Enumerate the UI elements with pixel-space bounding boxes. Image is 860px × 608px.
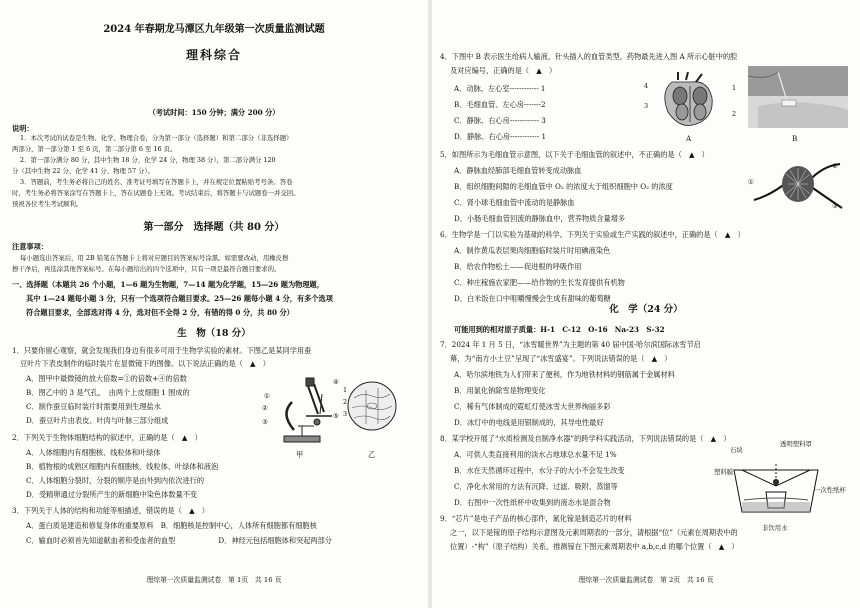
q3-option-cd: C．输血时必须首先知道献血者和受血者的血型 D．神经元包括细胞体和突起两部分: [26, 536, 332, 545]
atomic-mass-line: 可能用到的相对原子质量：H-1 C-12 O-16 Na-23 S-32: [454, 325, 665, 334]
q2-option-c: C．人体细胞分裂时，分裂的顺序是由外到内依次进行的: [26, 476, 205, 485]
note-line: 时，考生务必将答案涂写在答题卡上，答在试题卷上无效。考试结束后，将答题卡与试题卷一并交回。: [12, 189, 300, 197]
q9-stem: 位置）-“构”（原子结构）关系，推测镓在下图元素周期表中 a,b,c,d 的哪个位置（ ▲ ）: [450, 542, 739, 551]
q4-option-d: D．静脉、右心房------------ 1: [454, 132, 547, 141]
q8-stem: 8．某学校开展了“水质检测及自制净水器”的跨学科实践活动，下列说法错误的是（ ▲ ）: [440, 434, 731, 443]
notes-heading: 说明：: [12, 124, 34, 133]
page-footer: 理综第一次质量监测试卷 第 2页 共 16 页: [578, 576, 714, 584]
chemistry-title: 化 学（24 分）: [609, 304, 683, 315]
q8-option-b: B．水在天然循环过程中，水分子的大小不会发生改变: [454, 466, 625, 475]
q9-stem: 9．“芯片”是电子产品的核心部件，氮化镓是制造芯片的材料: [440, 514, 632, 523]
biology-title: 生 物（18 分）: [177, 328, 251, 339]
q5-stem: 5．如图所示为毛细血管示意图，以下关于毛细血管的叙述中，不正确的是（ ▲ ）: [440, 150, 709, 159]
page-1: [0, 0, 428, 608]
q1-stem: 豆叶片下表皮制作的临时装片在显微镜下的图像。以下说法正确的是（ ▲ ）: [20, 359, 270, 368]
part1-title: 第一部分 选择题（共 80 分）: [143, 222, 285, 233]
fig-label: 1: [343, 386, 348, 394]
q4-stem: 4．下图中 B 表示医生给病人输液，针头插入的血管类型，药物最先进入图 A 所示心脏中的腔: [440, 52, 738, 61]
page-2: [432, 0, 860, 608]
caution-line: 每小题选出答案后，用 2B 铅笔在答题卡上将对应题目的答案标号涂黑。如需要改动，用橡皮擦: [20, 254, 289, 262]
q3-stem: 3．下列关于人体的结构和功能等相描述，错误的是（ ▲ ）: [12, 506, 209, 515]
fig-label-jia: 甲: [296, 450, 304, 459]
fig-label: ④: [333, 378, 339, 386]
mc-intro-line: 符合题目要求，全部选对得 4 分，选对但不全得 2 分，有错的得 0 分，共 80 分）: [26, 308, 294, 317]
mc-intro-line: 一、选择题（本题共 26 个小题，1—6 题为生物题，7—14 题为化学题，15—26 题为物理题，: [12, 280, 324, 289]
fig-label: 4: [644, 82, 649, 90]
fig-label: 石块: [730, 446, 743, 454]
q8-option-c: C．净化水常用的方法有沉降、过滤、吸附、蒸馏等: [454, 482, 618, 491]
fig-label: 3: [343, 410, 348, 418]
note-line: 2．第一部分满分 80 分，其中生物 18 分，化学 24 分，物理 38 分），第二部分满分 120: [20, 156, 276, 164]
q2-option-d: D．受精卵通过分裂所产生的新细胞中染色体数量不变: [26, 490, 198, 499]
q1-option-b: B．图乙中的 3 是气孔， 由两个上皮细胞 1 围成的: [26, 388, 190, 397]
q6-option-d: D．白米饭在口中咀嚼慢慢会生成有甜味的葡萄糖: [454, 294, 611, 303]
q2-stem: 2．下列关于生物体细胞结构的叙述中，正确的是（ ▲ ）: [12, 433, 202, 442]
fig-label: ⑤: [333, 412, 339, 420]
q9-stem: 之一，以下是镓的原子结构示意图及元素周期表的一部分，请根据“位”（元素在周期表中的: [450, 528, 738, 537]
infusion-photo: [748, 66, 848, 128]
q5-option-c: C．肾小球毛细血管中流动的是静脉血: [454, 198, 575, 207]
q7-option-d: D．冰灯中的电线是用银制成的，其导电性最好: [454, 418, 604, 427]
note-line: 1．本次考试的试卷是生物、化学、物理合卷，分为第一部分（选择题）和第二部分（非选择题）: [20, 134, 293, 142]
q8-option-d: D．右图中一次性纸杯中收集到的液态水是混合物: [454, 498, 611, 507]
q6-option-c: C．种庄稼施农家肥——给作物的生长发育提供有机物: [454, 278, 625, 287]
fig-label: ①: [748, 178, 754, 186]
q7-stem: 7．2024 年 1 月 5 日，“冰雪暖世界”为主题的第 40 届中国·哈尔滨国际冰雪节启: [440, 340, 701, 349]
fig-label: ③: [832, 202, 838, 210]
fig-label: ①: [264, 392, 270, 400]
fig-label: 3: [644, 102, 649, 110]
q5-option-b: B．组织细胞间隙的毛细血管中 O₂ 的浓度大于组织细胞中 O₂ 的浓度: [454, 182, 673, 191]
q6-option-b: B．给农作物松土——促进根的呼吸作用: [454, 262, 582, 271]
fig-label: ②: [262, 404, 268, 412]
fig-label: 2: [343, 398, 348, 406]
water-purifier-figure: [714, 452, 838, 518]
exam-title: 2024 年春期龙马潭区九年级第一次质量监测试题: [103, 24, 325, 35]
fig-label-b: B: [792, 134, 798, 143]
q1-option-a: A．图甲中最微镜的放大倍数=①的倍数+④的倍数: [26, 374, 187, 383]
mc-intro-line: 其中 1—24 题每小题 3 分，只有一个选项符合题目要求。25—26 题每小题 4 分，有多个选项: [26, 294, 333, 303]
note-line: 3．答题前，考生务必将自己的姓名、准考证号填写在答题卡上，并在规定位置粘贴考号条。答卷: [20, 178, 293, 186]
caution-line: 擦干净后，再选涂其他答案标号。在每小题给出的四个选项中，只有一项是最符合题目要求的。: [12, 265, 281, 273]
note-line: 分（其中生物 22 分、化学 41 分、物理 57 分）。: [12, 167, 155, 175]
q7-stem: 幕，为“南方小土豆”呈现了“冰雪盛宴”。下列说法错误的是（ ▲ ）: [450, 354, 672, 363]
q6-stem: 6．生物学是一门以实验为基础的科学。下列关于实验或生产实践的叙述中，正确的是（ ▲ ）: [440, 230, 745, 239]
q5-option-a: A．静脉血经肺部毛细血管转变成动脉血: [454, 166, 582, 175]
q7-option-b: B．用氯化钠除雪是物理变化: [454, 386, 546, 395]
fig-label: 1: [732, 84, 737, 92]
exam-info: （考试时间：150 分钟；满分 200 分）: [148, 108, 280, 117]
page-footer: 理综第一次质量监测试卷 第 1页 共 16 页: [146, 576, 282, 584]
heart-figure: [652, 72, 732, 132]
q4-stem: 及对应编号，正确的是（ ▲ ）: [450, 66, 557, 75]
q2-option-b: B．植物根的成熟区细胞内有细胞核、线粒体、叶绿体和液泡: [26, 462, 219, 471]
fig-label: 非饮用水: [762, 524, 788, 532]
q4-option-b: B．毛细血管、左心房-------2: [454, 100, 546, 109]
q8-option-a: A．可供人类直接利用的淡水占地球总水量不足 1%: [454, 450, 617, 459]
fig-label: 2: [732, 110, 737, 118]
subject-title: 理科综合: [185, 48, 242, 62]
fig-label: ③: [262, 418, 268, 426]
q5-option-d: D．小肠毛细血管回流的静脉血中，营养物质含量增多: [454, 214, 626, 223]
q7-option-a: A．哈尔滨地铁为人们带来了便利，作为地铁材料的钢筋属于金属材料: [454, 370, 675, 379]
q1-stem: 1．只要你留心观察，就会发现我们身边有很多可用于生物学实验的素材。下图乙是某同学用蚕: [12, 346, 312, 355]
q4-option-c: C．静脉、右心房------------ 3: [454, 116, 546, 125]
q4-option-a: A．动脉、左心室------------ 1: [454, 84, 546, 93]
fig-label-yi: 乙: [368, 450, 376, 459]
fig-label: 透明塑料罩: [780, 440, 812, 448]
fig-label: 一次性纸杯: [814, 486, 846, 494]
caution-heading: 注意事项：: [12, 242, 48, 251]
fig-label-a: A: [686, 134, 692, 143]
fig-label: 塑料膜: [714, 468, 734, 476]
note-line: 预祝各位考生考试顺利。: [12, 200, 83, 208]
q6-option-a: A．制作黄瓜表层果肉细胞临时装片时用碘液染色: [454, 246, 611, 255]
q1-option-c: C．制作蚕豆临时装片时需要用到生理盐水: [26, 402, 161, 411]
q1-option-d: D．蚕豆叶片由表皮、叶肉与叶脉三部分组成: [26, 416, 169, 425]
note-line: 两部分，第一部分第 1 至 6 页，第二部分第 6 至 16 页。: [12, 145, 177, 153]
q2-option-a: A．人体细胞内有细胞核、线粒体和叶绿体: [26, 448, 161, 457]
q3-option-ab: A．蛋白质是建造和修复身体的重要原料 B．细胞核是控制中心，人体所有细胞都有细胞核: [26, 521, 317, 530]
q7-option-c: C．稀有气体制成的霓虹灯使冰雪大世界绚丽多彩: [454, 402, 611, 411]
fig-label: ②: [832, 162, 838, 170]
